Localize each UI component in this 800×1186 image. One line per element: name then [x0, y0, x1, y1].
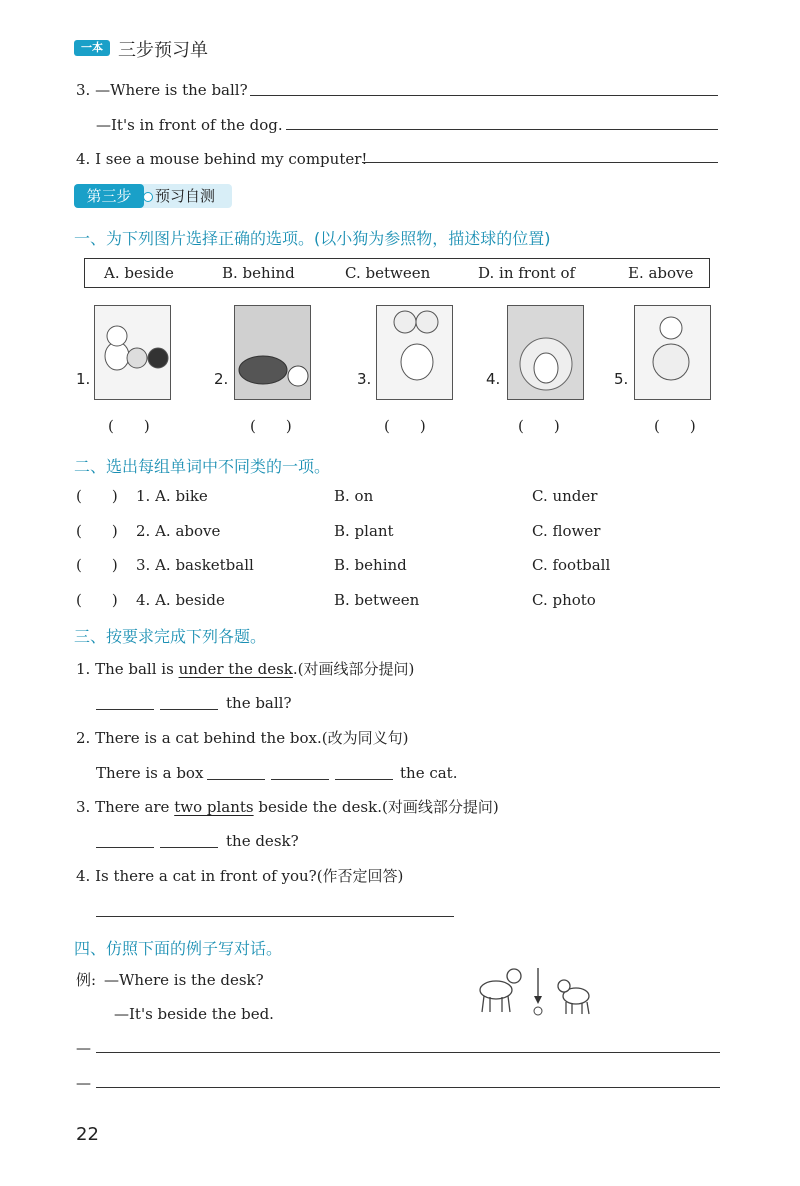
s3-q2: 2. There is a cat behind the box.(改为同义句)	[76, 729, 409, 747]
option-c: C. between	[345, 264, 431, 282]
header-title: 三步预习单	[118, 40, 208, 61]
example-question: —Where is the desk?	[104, 971, 264, 989]
s3-q2-pre: There is a box	[96, 764, 204, 782]
choice-c: C. football	[532, 556, 611, 574]
choice-b: B. between	[334, 591, 420, 609]
choice-b: B. plant	[334, 522, 394, 540]
dog-ball-illustration	[235, 306, 310, 399]
picture-number: 3.	[357, 370, 372, 388]
prev-q3-answer: —It's in front of the dog.	[96, 116, 283, 134]
step3-label: 第三步	[74, 184, 144, 208]
answer-paren[interactable]: ( )	[76, 556, 118, 574]
answer-line[interactable]	[286, 129, 718, 130]
page-number: 22	[76, 1124, 99, 1145]
picture-3	[376, 305, 453, 400]
dash: —	[76, 1074, 91, 1092]
answer-paren[interactable]: ( )	[518, 417, 560, 435]
answer-line[interactable]	[96, 847, 154, 848]
picture-2	[234, 305, 311, 400]
s3-q1-answer: the ball?	[226, 694, 292, 712]
step3-title: 预习自测	[155, 187, 216, 205]
choice-a: 1. A. bike	[136, 487, 208, 505]
s3-q3-answer: the desk?	[226, 832, 299, 850]
picture-number: 1.	[76, 370, 91, 388]
choice-c: C. photo	[532, 591, 596, 609]
option-b: B. behind	[222, 264, 295, 282]
picture-5	[634, 305, 711, 400]
dog-ball-illustration	[508, 306, 583, 399]
answer-line[interactable]	[96, 916, 454, 917]
option-d: D. in front of	[478, 264, 576, 282]
answer-line[interactable]	[362, 162, 718, 163]
section1-heading: 一、为下列图片选择正确的选项。(以小狗为参照物，描述球的位置)	[74, 229, 551, 248]
picture-1	[94, 305, 171, 400]
answer-line[interactable]	[335, 779, 393, 780]
s3-q3: 3. There are two plants beside the desk.(对画线部分提问)	[76, 798, 499, 816]
option-a: A. beside	[104, 264, 174, 282]
dog-icon	[480, 969, 521, 1012]
step3-dot-icon	[143, 192, 153, 202]
section3-heading: 三、按要求完成下列各题。	[74, 627, 267, 646]
choice-a: 3. A. basketball	[136, 556, 254, 574]
answer-line[interactable]	[160, 709, 218, 710]
choice-b: B. on	[334, 487, 374, 505]
s3-q2-post: the cat.	[400, 764, 458, 782]
picture-number: 4.	[486, 370, 501, 388]
answer-paren[interactable]: ( )	[384, 417, 426, 435]
dog-ball-illustration	[635, 306, 710, 399]
answer-line[interactable]	[207, 779, 265, 780]
choice-c: C. flower	[532, 522, 601, 540]
dash: —	[76, 1039, 91, 1057]
answer-paren[interactable]: ( )	[108, 417, 150, 435]
answer-paren[interactable]: ( )	[76, 522, 118, 540]
example-answer: —It's beside the bed.	[114, 1005, 274, 1023]
answer-line[interactable]	[271, 779, 329, 780]
dog-ball-illustration	[377, 306, 452, 399]
answer-paren[interactable]: ( )	[250, 417, 292, 435]
prev-q4: 4. I see a mouse behind my computer!	[76, 150, 368, 168]
picture-number: 5.	[614, 370, 629, 388]
answer-paren[interactable]: ( )	[76, 591, 118, 609]
example-label: 例:	[76, 971, 97, 989]
s3-q4: 4. Is there a cat in front of you?(作否定回答)	[76, 867, 404, 885]
header-badge: 一本	[74, 40, 110, 56]
choice-a: 2. A. above	[136, 522, 221, 540]
section2-heading: 二、选出每组单词中不同类的一项。	[74, 457, 331, 476]
answer-line[interactable]	[250, 95, 718, 96]
s3-q1: 1. The ball is under the desk.(对画线部分提问)	[76, 660, 415, 678]
choice-c: C. under	[532, 487, 598, 505]
answer-paren[interactable]: ( )	[76, 487, 118, 505]
option-e: E. above	[628, 264, 694, 282]
dogs-illustration	[474, 962, 600, 1018]
choice-a: 4. A. beside	[136, 591, 225, 609]
section4-heading: 四、仿照下面的例子写对话。	[74, 939, 283, 958]
prev-q3-question: 3. —Where is the ball?	[76, 81, 248, 99]
ball-icon	[534, 1007, 542, 1015]
picture-4	[507, 305, 584, 400]
answer-line[interactable]	[96, 709, 154, 710]
answer-line[interactable]	[96, 1087, 720, 1088]
answer-line[interactable]	[160, 847, 218, 848]
dog-ball-illustration	[95, 306, 170, 399]
answer-line[interactable]	[96, 1052, 720, 1053]
dog-icon	[558, 980, 589, 1014]
choice-b: B. behind	[334, 556, 407, 574]
picture-number: 2.	[214, 370, 229, 388]
answer-paren[interactable]: ( )	[654, 417, 696, 435]
